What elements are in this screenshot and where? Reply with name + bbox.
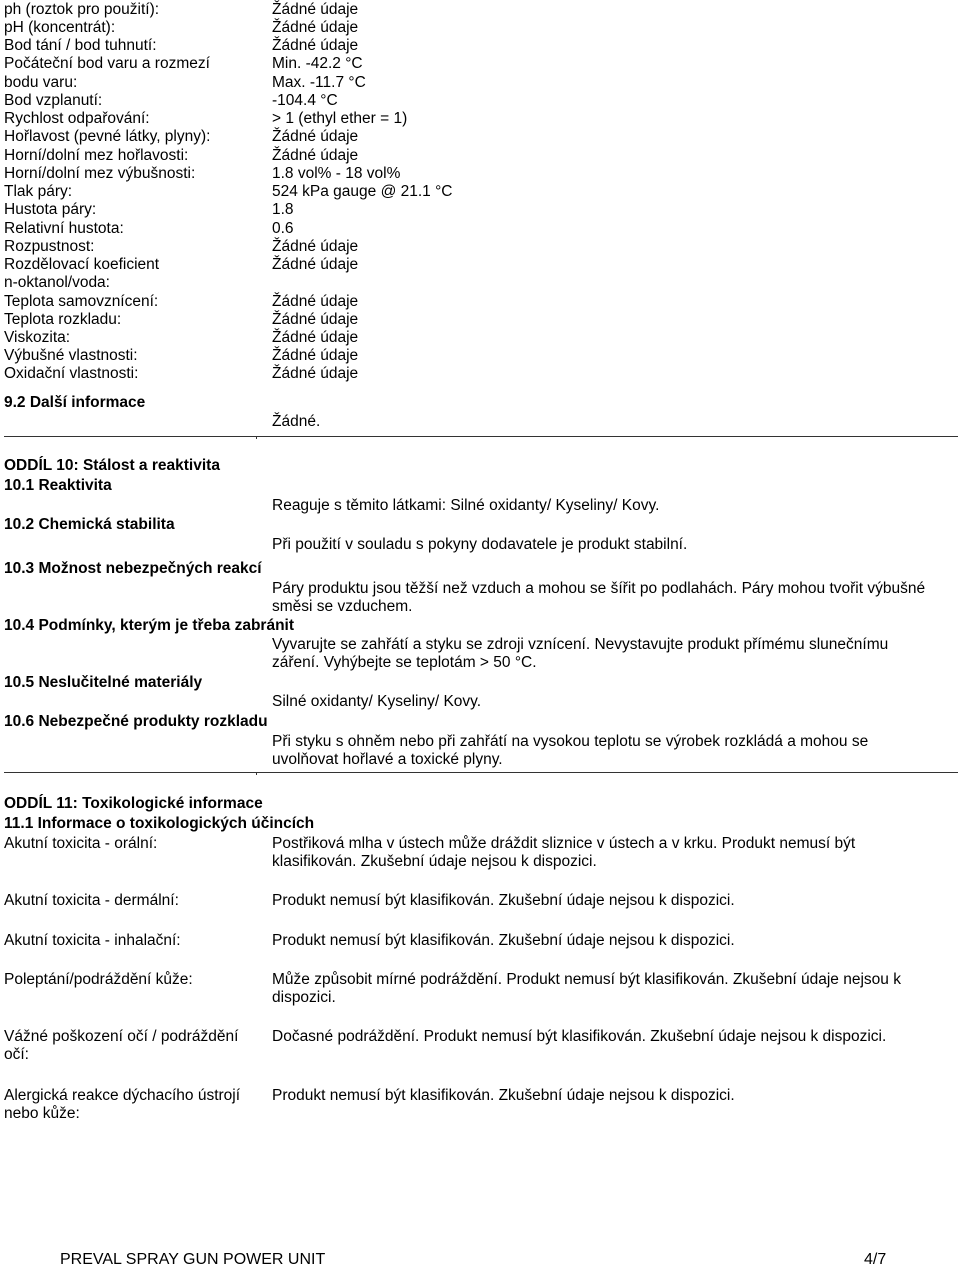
section-10-3-heading: 10.3 Možnost nebezpečných reakcí [4, 560, 262, 577]
tox-label: Akutní toxicita - dermální: [4, 892, 179, 909]
tox-label: Alergická reakce dýchacího ústrojí nebo kůže: [4, 1087, 241, 1122]
prop-value: Žádné údaje [272, 147, 359, 164]
tox-label: Akutní toxicita - orální: [4, 835, 158, 852]
section-10-5-heading: 10.5 Neslučitelné materiály [4, 674, 203, 691]
prop-label: n-oktanol/voda: [4, 274, 110, 291]
section-9-2-value: Žádné. [272, 413, 321, 430]
prop-value: Žádné údaje [272, 238, 359, 255]
prop-label: bodu varu: [4, 74, 78, 91]
tox-value: Postřiková mlha v ústech může dráždit sliznice v ústech a v krku. Produkt nemusí být klasifikován. Zkušební údaje nejsou k dispozici. [272, 835, 856, 870]
divider-tick [256, 436, 257, 439]
prop-value: -104.4 °C [272, 92, 338, 109]
section-11-1-heading: 11.1 Informace o toxikologických účincích [4, 815, 315, 832]
tox-label: Akutní toxicita - inhalační: [4, 932, 181, 949]
prop-label: Tlak páry: [4, 183, 73, 200]
prop-label: Teplota rozkladu: [4, 311, 122, 328]
footer-page-number: 4/7 [864, 1251, 887, 1268]
prop-value: Žádné údaje [272, 256, 359, 273]
prop-value: Min. -42.2 °C [272, 55, 363, 72]
section-10-2-text: Při použití v souladu s pokyny dodavatele je produkt stabilní. [272, 536, 688, 553]
section-10-5-text: Silné oxidanty/ Kyseliny/ Kovy. [272, 693, 482, 710]
tox-value: Dočasné podráždění. Produkt nemusí být klasifikován. Zkušební údaje nejsou k dispozici. [272, 1028, 887, 1045]
prop-label: Rozdělovací koeficient [4, 256, 160, 273]
prop-label: Hustota páry: [4, 201, 97, 218]
prop-label: ph (roztok pro použití): [4, 1, 160, 18]
tox-value: Produkt nemusí být klasifikován. Zkušební údaje nejsou k dispozici. [272, 932, 735, 949]
section-10-6-heading: 10.6 Nebezpečné produkty rozkladu [4, 713, 268, 730]
prop-label: Bod tání / bod tuhnutí: [4, 37, 157, 54]
prop-label: Rychlost odpařování: [4, 110, 150, 127]
prop-label: Horní/dolní mez hořlavosti: [4, 147, 189, 164]
divider-tick [256, 772, 257, 775]
prop-value: Žádné údaje [272, 347, 359, 364]
prop-value: > 1 (ethyl ether = 1) [272, 110, 408, 127]
prop-label: Oxidační vlastnosti: [4, 365, 139, 382]
tox-value: Může způsobit mírné podráždění. Produkt nemusí být klasifikován. Zkušební údaje nejsou k dispozici. [272, 971, 901, 1006]
prop-value: Žádné údaje [272, 1, 359, 18]
prop-label: Rozpustnost: [4, 238, 95, 255]
prop-value: 1.8 [272, 201, 294, 218]
tox-label: Poleptání/podráždění kůže: [4, 971, 193, 988]
prop-label: Hořlavost (pevné látky, plyny): [4, 128, 211, 145]
prop-label: Relativní hustota: [4, 220, 124, 237]
prop-label: Teplota samovznícení: [4, 293, 159, 310]
prop-label: pH (koncentrát): [4, 19, 116, 36]
prop-label: Horní/dolní mez výbušnosti: [4, 165, 196, 182]
prop-value: Žádné údaje [272, 19, 359, 36]
prop-value: Žádné údaje [272, 329, 359, 346]
section-10-3-text: Páry produktu jsou těžší než vzduch a mohou se šířit po podlahách. Páry mohou tvořit výbušné směsi se vzduchem. [272, 580, 926, 615]
prop-value: 1.8 vol% - 18 vol% [272, 165, 401, 182]
prop-label: Viskozita: [4, 329, 71, 346]
prop-value: Žádné údaje [272, 365, 359, 382]
prop-value: 524 kPa gauge @ 21.1 °C [272, 183, 453, 200]
prop-value: Max. -11.7 °C [272, 74, 366, 91]
tox-value: Produkt nemusí být klasifikován. Zkušební údaje nejsou k dispozici. [272, 892, 735, 909]
prop-label: Bod vzplanutí: [4, 92, 103, 109]
section-10-4-heading: 10.4 Podmínky, kterým je třeba zabránit [4, 617, 295, 634]
prop-label: Počáteční bod varu a rozmezí [4, 55, 210, 72]
divider [4, 772, 958, 773]
footer-product-name: PREVAL SPRAY GUN POWER UNIT [60, 1251, 326, 1268]
section-10-2-heading: 10.2 Chemická stabilita [4, 516, 175, 533]
prop-value: Žádné údaje [272, 37, 359, 54]
section-10-1-heading: 10.1 Reaktivita [4, 477, 112, 494]
section-11-title: ODDÍL 11: Toxikologické informace [4, 795, 263, 812]
prop-value: 0.6 [272, 220, 294, 237]
tox-value: Produkt nemusí být klasifikován. Zkušební údaje nejsou k dispozici. [272, 1087, 735, 1104]
prop-label: Výbušné vlastnosti: [4, 347, 138, 364]
prop-value: Žádné údaje [272, 311, 359, 328]
section-10-title: ODDÍL 10: Stálost a reaktivita [4, 457, 220, 474]
section-9-2-heading: 9.2 Další informace [4, 394, 146, 411]
section-10-1-text: Reaguje s těmito látkami: Silné oxidanty/ Kyseliny/ Kovy. [272, 497, 660, 514]
divider [4, 436, 958, 437]
section-10-4-text: Vyvarujte se zahřátí a styku se zdroji vznícení. Nevystavujte produkt přímému slunečnímu záření. Vyhýbejte se teplotám > 50 °C. [272, 636, 889, 671]
section-10-6-text: Při styku s ohněm nebo při zahřátí na vysokou teplotu se výrobek rozkládá a mohou se uvolňovat hořlavé a toxické plyny. [272, 733, 869, 768]
prop-value: Žádné údaje [272, 128, 359, 145]
prop-value: Žádné údaje [272, 293, 359, 310]
tox-label: Vážné poškození očí / podráždění očí: [4, 1028, 239, 1063]
